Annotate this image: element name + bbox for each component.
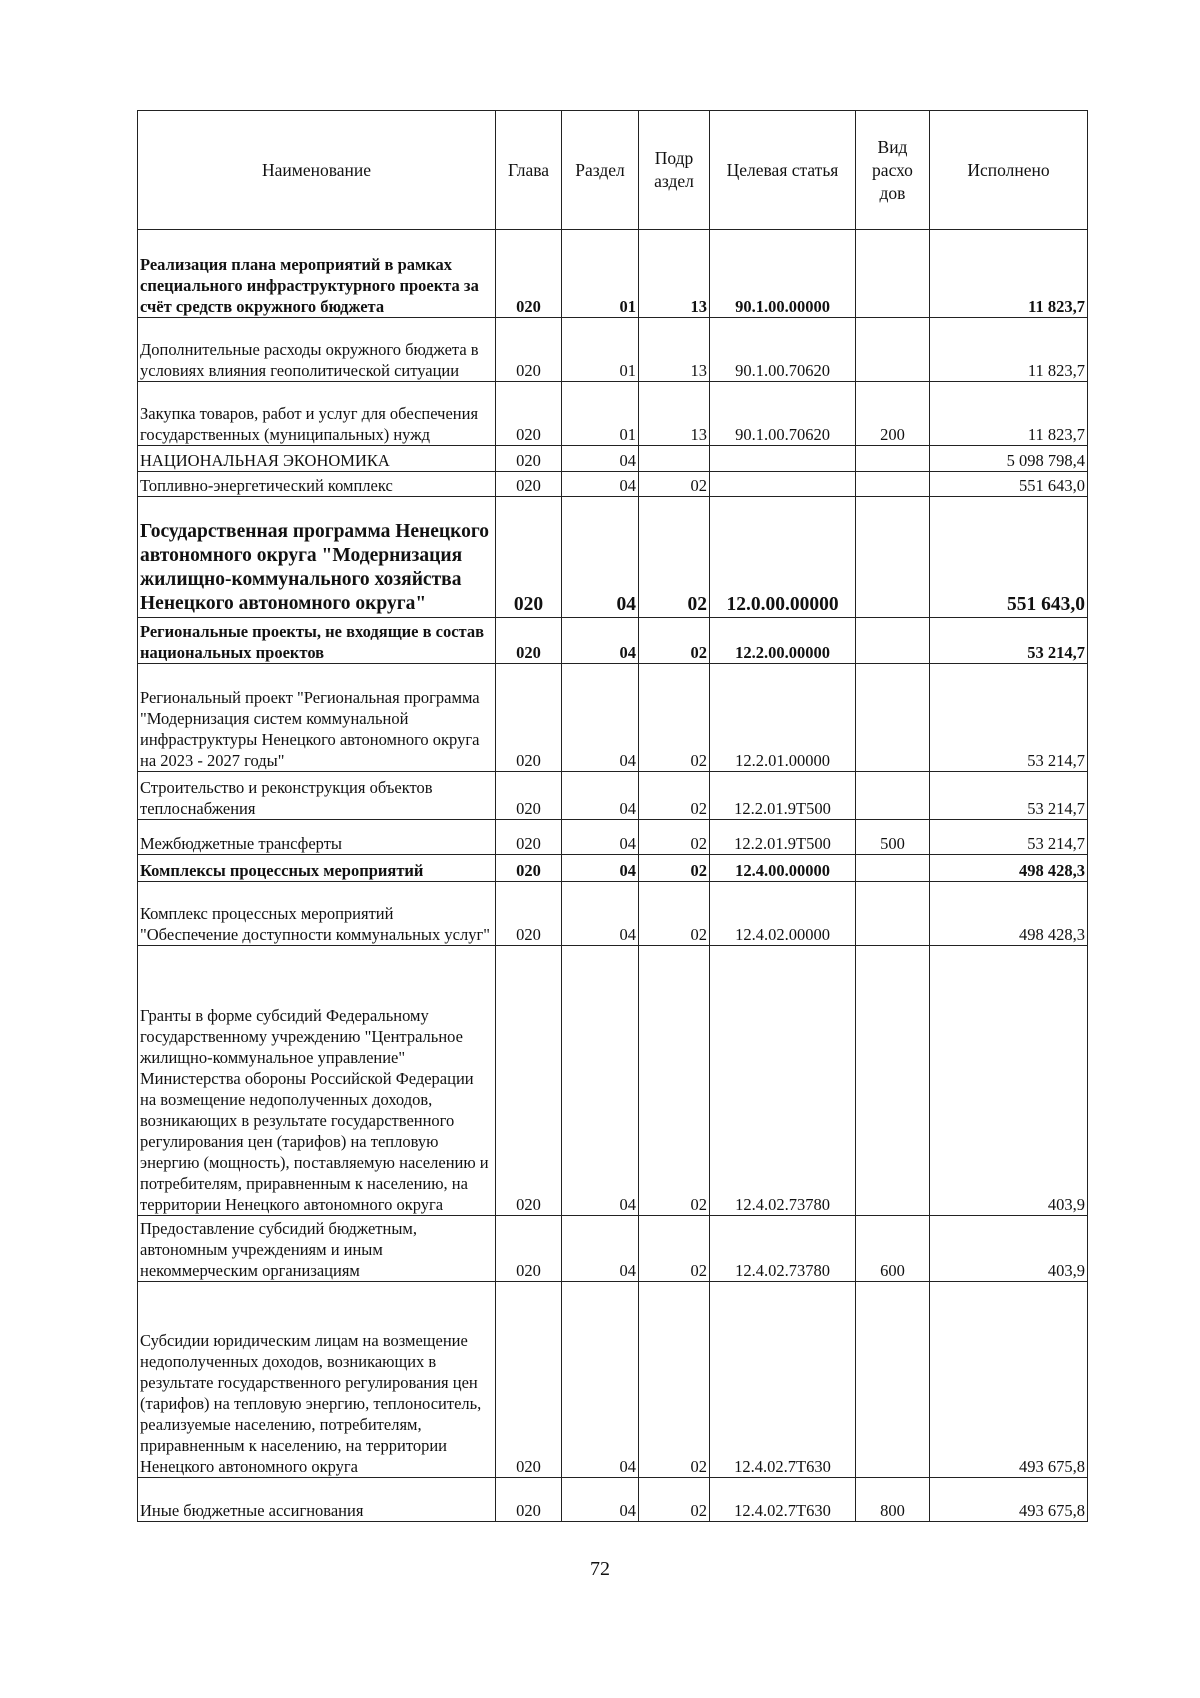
row-chapter: 020 xyxy=(496,1478,562,1522)
row-subsection xyxy=(639,446,710,472)
row-chapter: 020 xyxy=(496,382,562,446)
row-expense-type xyxy=(856,882,930,946)
row-executed: 53 214,7 xyxy=(930,618,1088,664)
row-subsection: 02 xyxy=(639,772,710,820)
row-subsection: 13 xyxy=(639,382,710,446)
table-row xyxy=(138,772,1088,820)
table-row xyxy=(138,318,1088,382)
row-executed: 53 214,7 xyxy=(930,772,1088,820)
budget-table xyxy=(137,110,1088,1522)
row-subsection: 02 xyxy=(639,1216,710,1282)
row-section: 04 xyxy=(562,1282,639,1478)
row-name: Топливно-энергетический комплекс xyxy=(138,472,496,497)
row-target: 12.2.00.00000 xyxy=(710,618,856,664)
row-chapter: 020 xyxy=(496,497,562,618)
row-chapter: 020 xyxy=(496,946,562,1216)
page-number: 72 xyxy=(590,1558,610,1580)
row-subsection: 02 xyxy=(639,664,710,772)
row-name: Субсидии юридическим лицам на возмещение недополученных доходов, возникающих в результате государственного регулирования цен (тарифов) на тепловую энергию, теплоноситель, реализуемые населению, потребителям, приравненным к населению, на территории Ненецкого автономного округа xyxy=(138,1282,496,1478)
table-header-row xyxy=(138,111,1088,230)
row-target: 12.4.02.73780 xyxy=(710,1216,856,1282)
table-row xyxy=(138,820,1088,855)
row-executed: 11 823,7 xyxy=(930,230,1088,318)
row-name: Комплекс процессных мероприятий "Обеспечение доступности коммунальных услуг" xyxy=(138,882,496,946)
row-subsection: 02 xyxy=(639,946,710,1216)
table-row xyxy=(138,946,1088,1216)
row-subsection: 02 xyxy=(639,472,710,497)
row-chapter: 020 xyxy=(496,472,562,497)
row-executed: 498 428,3 xyxy=(930,882,1088,946)
row-chapter: 020 xyxy=(496,664,562,772)
row-subsection: 13 xyxy=(639,318,710,382)
row-chapter: 020 xyxy=(496,820,562,855)
row-section: 04 xyxy=(562,472,639,497)
table-row xyxy=(138,1282,1088,1478)
table-row xyxy=(138,472,1088,497)
row-expense-type xyxy=(856,497,930,618)
row-name: Дополнительные расходы окружного бюджета в условиях влияния геополитической ситуации xyxy=(138,318,496,382)
header-section: Раздел xyxy=(562,111,639,230)
header-expense-type: Вид расхо дов xyxy=(856,111,930,230)
row-section: 04 xyxy=(562,1216,639,1282)
table-row xyxy=(138,230,1088,318)
row-subsection: 13 xyxy=(639,230,710,318)
row-target: 12.2.01.00000 xyxy=(710,664,856,772)
row-executed: 403,9 xyxy=(930,1216,1088,1282)
row-section: 01 xyxy=(562,382,639,446)
row-chapter: 020 xyxy=(496,1282,562,1478)
header-target: Целевая статья xyxy=(710,111,856,230)
row-section: 04 xyxy=(562,882,639,946)
header-name: Наименование xyxy=(138,111,496,230)
row-subsection: 02 xyxy=(639,618,710,664)
row-chapter: 020 xyxy=(496,772,562,820)
row-expense-type: 500 xyxy=(856,820,930,855)
row-section: 04 xyxy=(562,497,639,618)
table-row xyxy=(138,382,1088,446)
row-section: 04 xyxy=(562,855,639,882)
row-target: 12.2.01.9Т500 xyxy=(710,820,856,855)
row-expense-type xyxy=(856,318,930,382)
row-subsection: 02 xyxy=(639,820,710,855)
row-subsection: 02 xyxy=(639,882,710,946)
row-expense-type xyxy=(856,230,930,318)
table-row xyxy=(138,497,1088,618)
row-section: 04 xyxy=(562,664,639,772)
row-target: 12.4.00.00000 xyxy=(710,855,856,882)
row-name: Гранты в форме субсидий Федеральному государственному учреждению "Центральное жилищно-коммунальное управление" Министерства обороны Российской Федерации на возмещение недополученных доходов, возникающих в результате государственного регулирования цен (тарифов) на тепловую энергию (мощность), поставляемую населению и потребителям, приравненным к населению, на территории Ненецкого автономного округа xyxy=(138,946,496,1216)
header-chapter: Глава xyxy=(496,111,562,230)
row-target xyxy=(710,446,856,472)
header-subsection: Подр аздел xyxy=(639,111,710,230)
row-executed: 551 643,0 xyxy=(930,472,1088,497)
row-subsection: 02 xyxy=(639,497,710,618)
row-section: 04 xyxy=(562,446,639,472)
row-target: 90.1.00.70620 xyxy=(710,318,856,382)
header-executed: Исполнено xyxy=(930,111,1088,230)
table-row xyxy=(138,882,1088,946)
row-target: 12.4.02.7Т630 xyxy=(710,1282,856,1478)
row-expense-type: 200 xyxy=(856,382,930,446)
row-target: 12.4.02.73780 xyxy=(710,946,856,1216)
row-subsection: 02 xyxy=(639,855,710,882)
row-expense-type: 800 xyxy=(856,1478,930,1522)
table-row xyxy=(138,855,1088,882)
row-name: Строительство и реконструкция объектов теплоснабжения xyxy=(138,772,496,820)
row-executed: 493 675,8 xyxy=(930,1282,1088,1478)
row-chapter: 020 xyxy=(496,1216,562,1282)
row-chapter: 020 xyxy=(496,855,562,882)
row-name: Межбюджетные трансферты xyxy=(138,820,496,855)
row-section: 04 xyxy=(562,946,639,1216)
row-name: Региональные проекты, не входящие в состав национальных проектов xyxy=(138,618,496,664)
row-name: Региональный проект "Региональная программа "Модернизация систем коммунальной инфраструктуры Ненецкого автономного округа на 2023 - 2027 годы" xyxy=(138,664,496,772)
row-expense-type xyxy=(856,664,930,772)
row-executed: 11 823,7 xyxy=(930,382,1088,446)
row-executed: 498 428,3 xyxy=(930,855,1088,882)
row-name: Реализация плана мероприятий в рамках специального инфраструктурного проекта за счёт средств окружного бюджета xyxy=(138,230,496,318)
row-chapter: 020 xyxy=(496,618,562,664)
row-chapter: 020 xyxy=(496,882,562,946)
row-subsection: 02 xyxy=(639,1478,710,1522)
row-executed: 551 643,0 xyxy=(930,497,1088,618)
row-expense-type xyxy=(856,1282,930,1478)
row-executed: 403,9 xyxy=(930,946,1088,1216)
row-target xyxy=(710,472,856,497)
row-name: Комплексы процессных мероприятий xyxy=(138,855,496,882)
row-executed: 493 675,8 xyxy=(930,1478,1088,1522)
row-expense-type xyxy=(856,618,930,664)
row-chapter: 020 xyxy=(496,318,562,382)
table-row xyxy=(138,446,1088,472)
row-subsection: 02 xyxy=(639,1282,710,1478)
row-expense-type xyxy=(856,855,930,882)
row-name: НАЦИОНАЛЬНАЯ ЭКОНОМИКА xyxy=(138,446,496,472)
row-target: 12.0.00.00000 xyxy=(710,497,856,618)
row-target: 12.4.02.00000 xyxy=(710,882,856,946)
row-section: 04 xyxy=(562,772,639,820)
row-expense-type xyxy=(856,472,930,497)
row-section: 04 xyxy=(562,820,639,855)
row-section: 04 xyxy=(562,1478,639,1522)
row-name: Государственная программа Ненецкого автономного округа "Модернизация жилищно-коммунального хозяйства Ненецкого автономного округа" xyxy=(138,497,496,618)
row-name: Иные бюджетные ассигнования xyxy=(138,1478,496,1522)
table-row xyxy=(138,664,1088,772)
row-section: 04 xyxy=(562,618,639,664)
table-row xyxy=(138,618,1088,664)
table-row xyxy=(138,1216,1088,1282)
row-name: Закупка товаров, работ и услуг для обеспечения государственных (муниципальных) нужд xyxy=(138,382,496,446)
row-target: 12.2.01.9Т500 xyxy=(710,772,856,820)
row-executed: 53 214,7 xyxy=(930,664,1088,772)
row-executed: 11 823,7 xyxy=(930,318,1088,382)
row-chapter: 020 xyxy=(496,230,562,318)
row-chapter: 020 xyxy=(496,446,562,472)
row-target: 90.1.00.00000 xyxy=(710,230,856,318)
row-expense-type xyxy=(856,946,930,1216)
row-executed: 5 098 798,4 xyxy=(930,446,1088,472)
row-expense-type: 600 xyxy=(856,1216,930,1282)
row-target: 90.1.00.70620 xyxy=(710,382,856,446)
row-section: 01 xyxy=(562,230,639,318)
table-row xyxy=(138,1478,1088,1522)
row-expense-type xyxy=(856,446,930,472)
row-target: 12.4.02.7Т630 xyxy=(710,1478,856,1522)
row-expense-type xyxy=(856,772,930,820)
row-section: 01 xyxy=(562,318,639,382)
row-name: Предоставление субсидий бюджетным, автономным учреждениям и иным некоммерческим организациям xyxy=(138,1216,496,1282)
row-executed: 53 214,7 xyxy=(930,820,1088,855)
